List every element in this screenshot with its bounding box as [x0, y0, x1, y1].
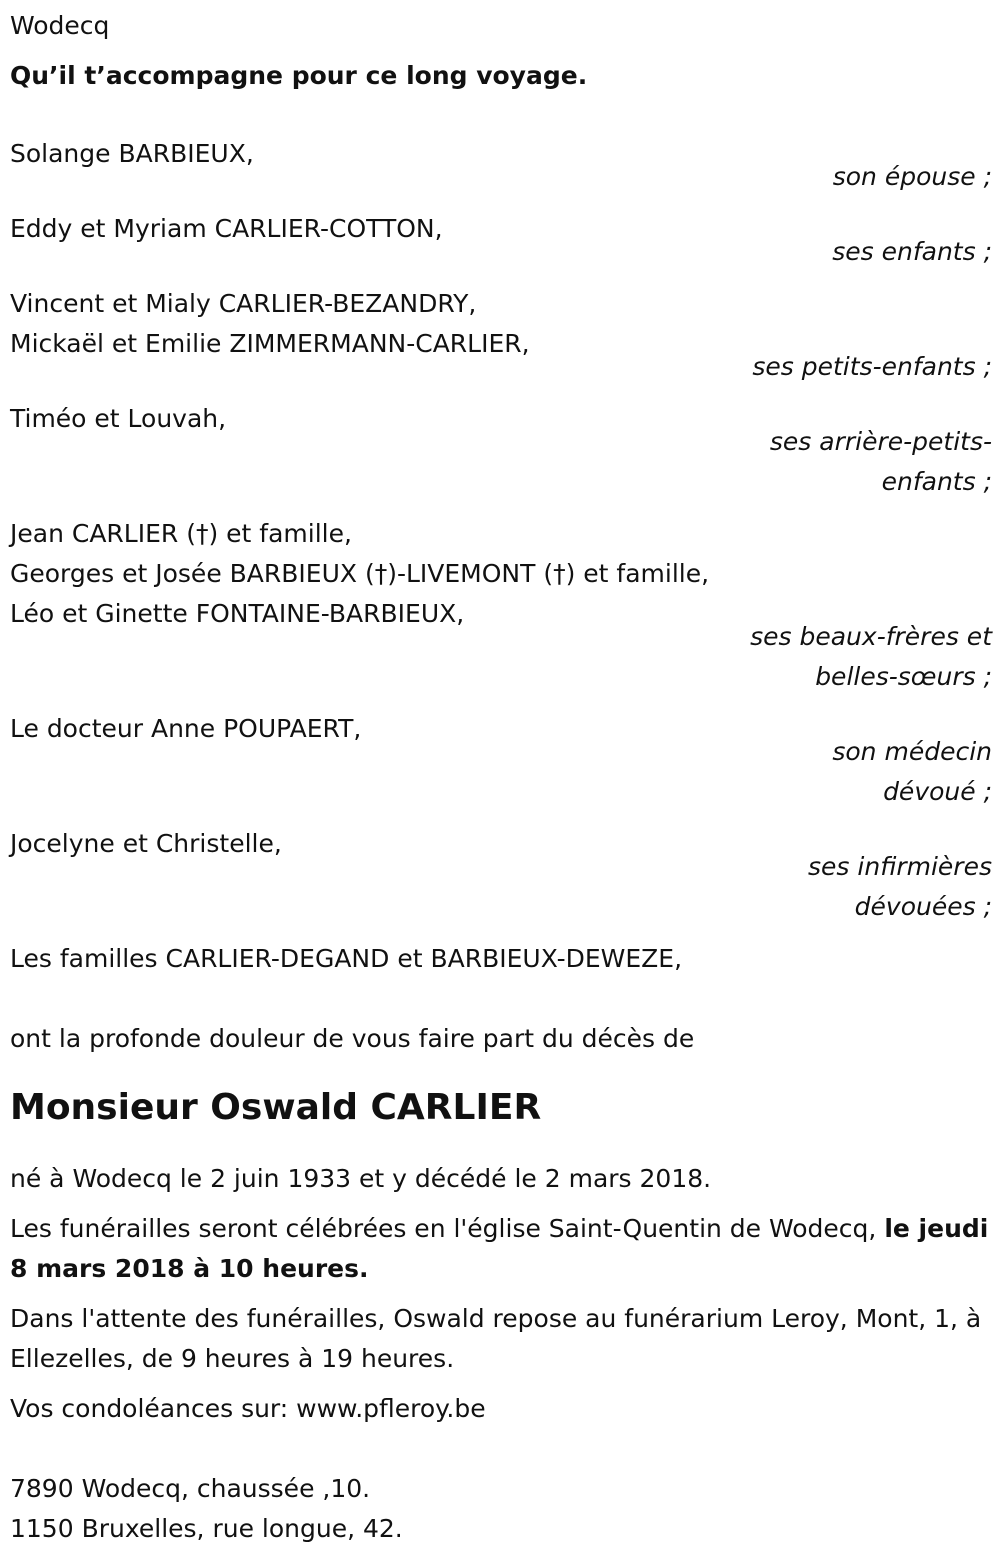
- announcement: ont la profonde douleur de vous faire part du décès de: [10, 1024, 695, 1053]
- family-member: Eddy et Myriam CARLIER-COTTON,: [10, 214, 443, 243]
- family-member: Timéo et Louvah,: [10, 404, 227, 433]
- family-member: Jocelyne et Christelle,: [10, 829, 282, 858]
- family-member: Jean CARLIER (†) et famille,: [10, 519, 352, 548]
- family-role: ses arrière-petits-: [769, 427, 992, 456]
- family-group: [10, 209, 992, 272]
- family-role: ses enfants ;: [832, 237, 992, 266]
- family-role-cont: dévouées ;: [854, 892, 992, 921]
- family-group: [10, 824, 992, 927]
- family-member: Léo et Ginette FONTAINE-BARBIEUX,: [10, 599, 465, 628]
- family-role-cont: enfants ;: [881, 467, 992, 496]
- funeral-date: le jeudi 8 mars 2018 à 10 heures.: [10, 1214, 989, 1283]
- family-role: ses petits-enfants ;: [752, 352, 992, 381]
- family-group: [10, 514, 992, 697]
- family-role: son médecin: [832, 737, 992, 766]
- epitaph: Qu’il t’accompagne pour ce long voyage.: [10, 61, 588, 90]
- funeral-info: [10, 1209, 992, 1289]
- rest-info: Dans l'attente des funérailles, Oswald repose au funérarium Leroy, Mont, 1, à Ellezelles, de 9 heures à 19 heures.: [10, 1304, 982, 1373]
- condolences: Vos condoléances sur: www.pfleroy.be: [10, 1394, 486, 1423]
- family-group: [10, 284, 992, 387]
- family-role: ses beaux-frères et: [750, 622, 992, 651]
- family-role-cont: belles-sœurs ;: [815, 662, 992, 691]
- family-member: Vincent et Mialy CARLIER-BEZANDRY,: [10, 289, 477, 318]
- family-member: Solange BARBIEUX,: [10, 139, 254, 168]
- location-header: Wodecq: [10, 11, 110, 40]
- address: 1150 Bruxelles, rue longue, 42.: [10, 1514, 403, 1543]
- family-role-cont: dévoué ;: [883, 777, 992, 806]
- family-member: Georges et Josée BARBIEUX (†)-LIVEMONT (†) et famille,: [10, 559, 710, 588]
- family-group: [10, 709, 992, 812]
- obituary-page: [10, 6, 992, 1549]
- family-member: Le docteur Anne POUPAERT,: [10, 714, 362, 743]
- family-group: [10, 134, 992, 197]
- families-line: Les familles CARLIER-DEGAND et BARBIEUX-DEWEZE,: [10, 944, 683, 973]
- family-member: Mickaël et Emilie ZIMMERMANN-CARLIER,: [10, 329, 530, 358]
- deceased-name: Monsieur Oswald CARLIER: [10, 1087, 542, 1128]
- family-role: ses infirmières: [808, 852, 992, 881]
- family-role: son épouse ;: [832, 162, 992, 191]
- family-group: [10, 399, 992, 502]
- born-died: né à Wodecq le 2 juin 1933 et y décédé le 2 mars 2018.: [10, 1164, 712, 1193]
- funeral-text: Les funérailles seront célébrées en l'église Saint-Quentin de Wodecq,: [10, 1214, 885, 1243]
- address: 7890 Wodecq, chaussée ,10.: [10, 1474, 371, 1503]
